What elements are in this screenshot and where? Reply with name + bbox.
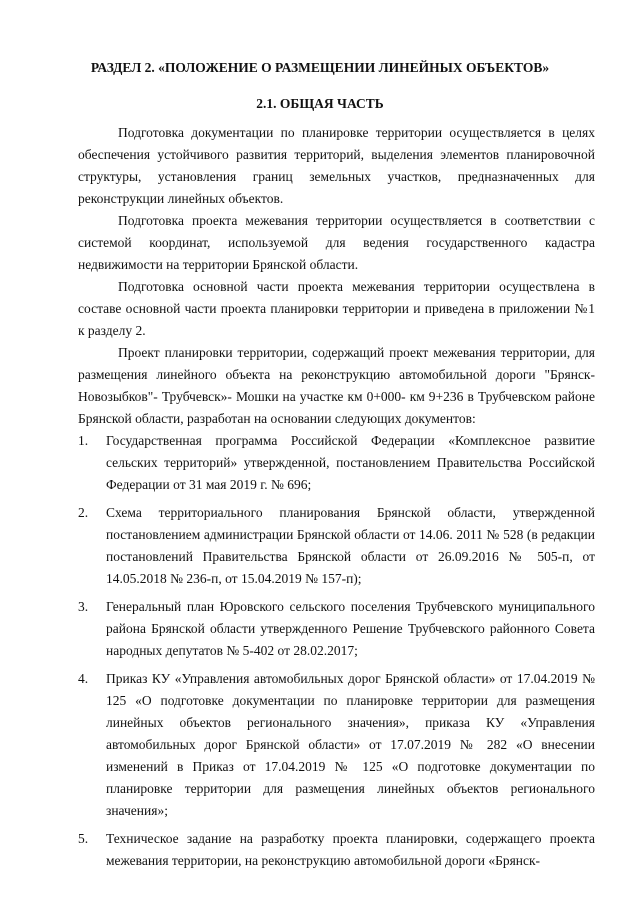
paragraph: Подготовка проекта межевания территории осуществляется в соответствии с системой координат, используемой для ведения государственного кадастра недвижимости на территории Брянской области. xyxy=(78,213,595,272)
paragraph: Подготовка основной части проекта межевания территории осуществлена в составе основной части проекта планировки территории и приведена в приложении №1 к разделу 2. xyxy=(78,279,595,338)
document-list xyxy=(78,430,595,872)
list-item xyxy=(78,502,595,590)
list-item-text: Государственная программа Российской Федерации «Комплексное развитие сельских территорий» утвержденной, постановлением Правительства Российской Федерации от 31 мая 2019 г. № 696; xyxy=(106,433,595,492)
list-item-text: Приказ КУ «Управления автомобильных дорог Брянской области» от 17.04.2019 № 125 «О подготовке документации по планировке территории для размещения линейных объектов регионального значения», приказа КУ «Управления автомобильных дорог Брянской области» от 17.07.2019 № 282 «О внесении изменений в Приказ от 17.04.2019 № 125 «О подготовке документации по планировке территории для размещения линейных объектов регионального значения»; xyxy=(106,671,595,818)
list-item-number: 2. xyxy=(78,505,89,520)
list-item-number: 1. xyxy=(78,433,89,448)
list-item xyxy=(78,430,595,496)
paragraph: Проект планировки территории, содержащий проект межевания территории, для размещения линейного объекта на реконструкцию автомобильной дороги "Брянск-Новозыбков"- Трубчевск»- Мошки на участке км 0+000- км 9+236 в Трубчевском районе Брянской области, разработан на основании следующих документов: xyxy=(78,345,595,426)
document-body xyxy=(78,122,595,878)
list-item-text: Генеральный план Юровского сельского поселения Трубчевского муниципального района Брянской области утвержденного Решение Трубчевского районного Совета народных депутатов № 5-402 от 28.02.2017; xyxy=(106,599,595,658)
list-item-text: Схема территориального планирования Брянской области, утвержденной постановлением администрации Брянской области от 14.06. 2011 № 528 (в редакции постановлений Правительства Брянской области от 26.09.2016 № 505-п, от 14.05.2018 № 236-п, от 15.04.2019 № 157-п); xyxy=(106,505,595,586)
paragraph: Подготовка документации по планировке территории осуществляется в целях обеспечения устойчивого развития территорий, выделения элементов планировочной структуры, установления границ земельных участков, предназначенных для реконструкции линейных объектов. xyxy=(78,125,595,206)
list-item xyxy=(78,668,595,822)
list-item-number: 4. xyxy=(78,671,89,686)
list-item xyxy=(78,828,595,872)
section-title: РАЗДЕЛ 2. «ПОЛОЖЕНИЕ О РАЗМЕЩЕНИИ ЛИНЕЙНЫХ ОБЪЕКТОВ» xyxy=(90,60,550,75)
subsection-title: 2.1. ОБЩАЯ ЧАСТЬ xyxy=(256,96,384,111)
list-item xyxy=(78,596,595,662)
list-item-number: 3. xyxy=(78,599,89,614)
list-item-number: 5. xyxy=(78,831,89,846)
list-item-text: Техническое задание на разработку проекта планировки, содержащего проекта межевания территории, на реконструкцию автомобильной дороги «Брянск- xyxy=(106,831,595,868)
